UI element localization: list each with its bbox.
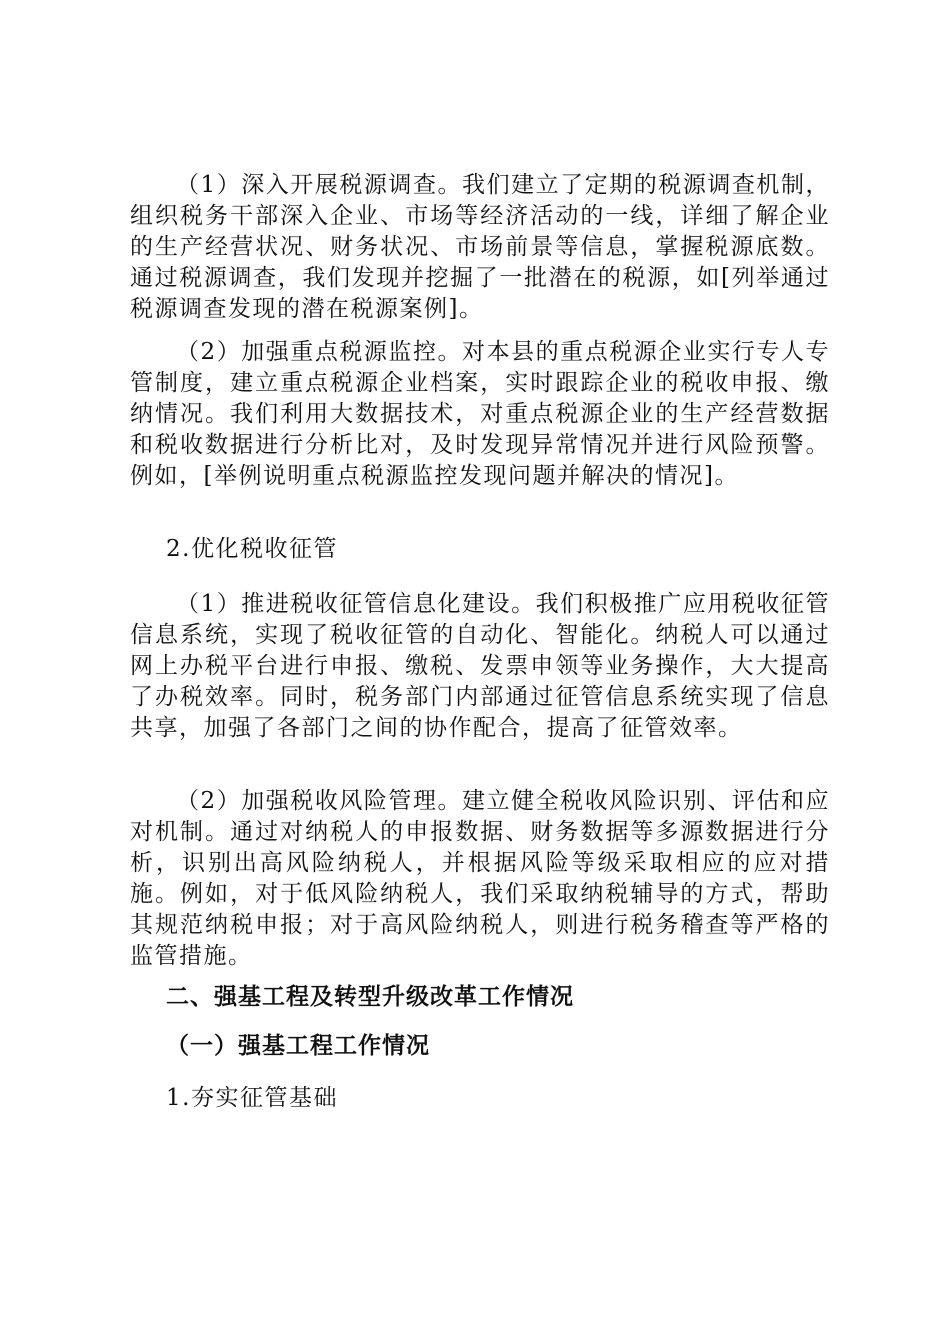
paragraph-tax-risk-management: （2）加强税收风险管理。建立健全税收风险识别、评估和应对机制。通过对纳税人的申报数据、财务数据等多源数据进行分析，识别出高风险纳税人，并根据风险等级采取相应的应对措施。例如，对于低风险纳税人，我们采取纳税辅导的方式，帮助其规范纳税申报；对于高风险纳税人，则进行税务稽查等严格的监管措施。	[130, 788, 830, 969]
subsection-heading-strong-foundation: （一）强基工程工作情况	[166, 1033, 430, 1059]
subheading-consolidate-collection-foundation: 1.夯实征管基础	[166, 1085, 338, 1111]
paragraph-key-tax-source-monitoring: （2）加强重点税源监控。对本县的重点税源企业实行专人专管制度，建立重点税源企业档案，实时跟踪企业的税收申报、缴纳情况。我们利用大数据技术，对重点税源企业的生产经营数据和税收数据进行分析比对，及时发现异常情况并进行风险预警。例如，[举例说明重点税源监控发现问题并解决的情况]。	[130, 339, 830, 489]
paragraph-collection-informatization: （1）推进税收征管信息化建设。我们积极推广应用税收征管信息系统，实现了税收征管的自动化、智能化。纳税人可以通过网上办税平台进行申报、缴税、发票申领等业务操作，大大提高了办税效率。同时，税务部门内部通过征管信息系统实现了信息共享，加强了各部门之间的协作配合，提高了征管效率。	[130, 591, 830, 741]
subheading-optimize-tax-collection: 2.优化税收征管	[166, 536, 338, 562]
paragraph-tax-source-survey: （1）深入开展税源调查。我们建立了定期的税源调查机制，组织税务干部深入企业、市场等经济活动的一线，详细了解企业的生产经营状况、财务状况、市场前景等信息，掌握税源底数。通过税源调查，我们发现并挖掘了一批潜在的税源，如[列举通过税源调查发现的潜在税源案例]。	[130, 172, 830, 322]
section-heading-strong-foundation-reform: 二、强基工程及转型升级改革工作情况	[166, 984, 574, 1010]
